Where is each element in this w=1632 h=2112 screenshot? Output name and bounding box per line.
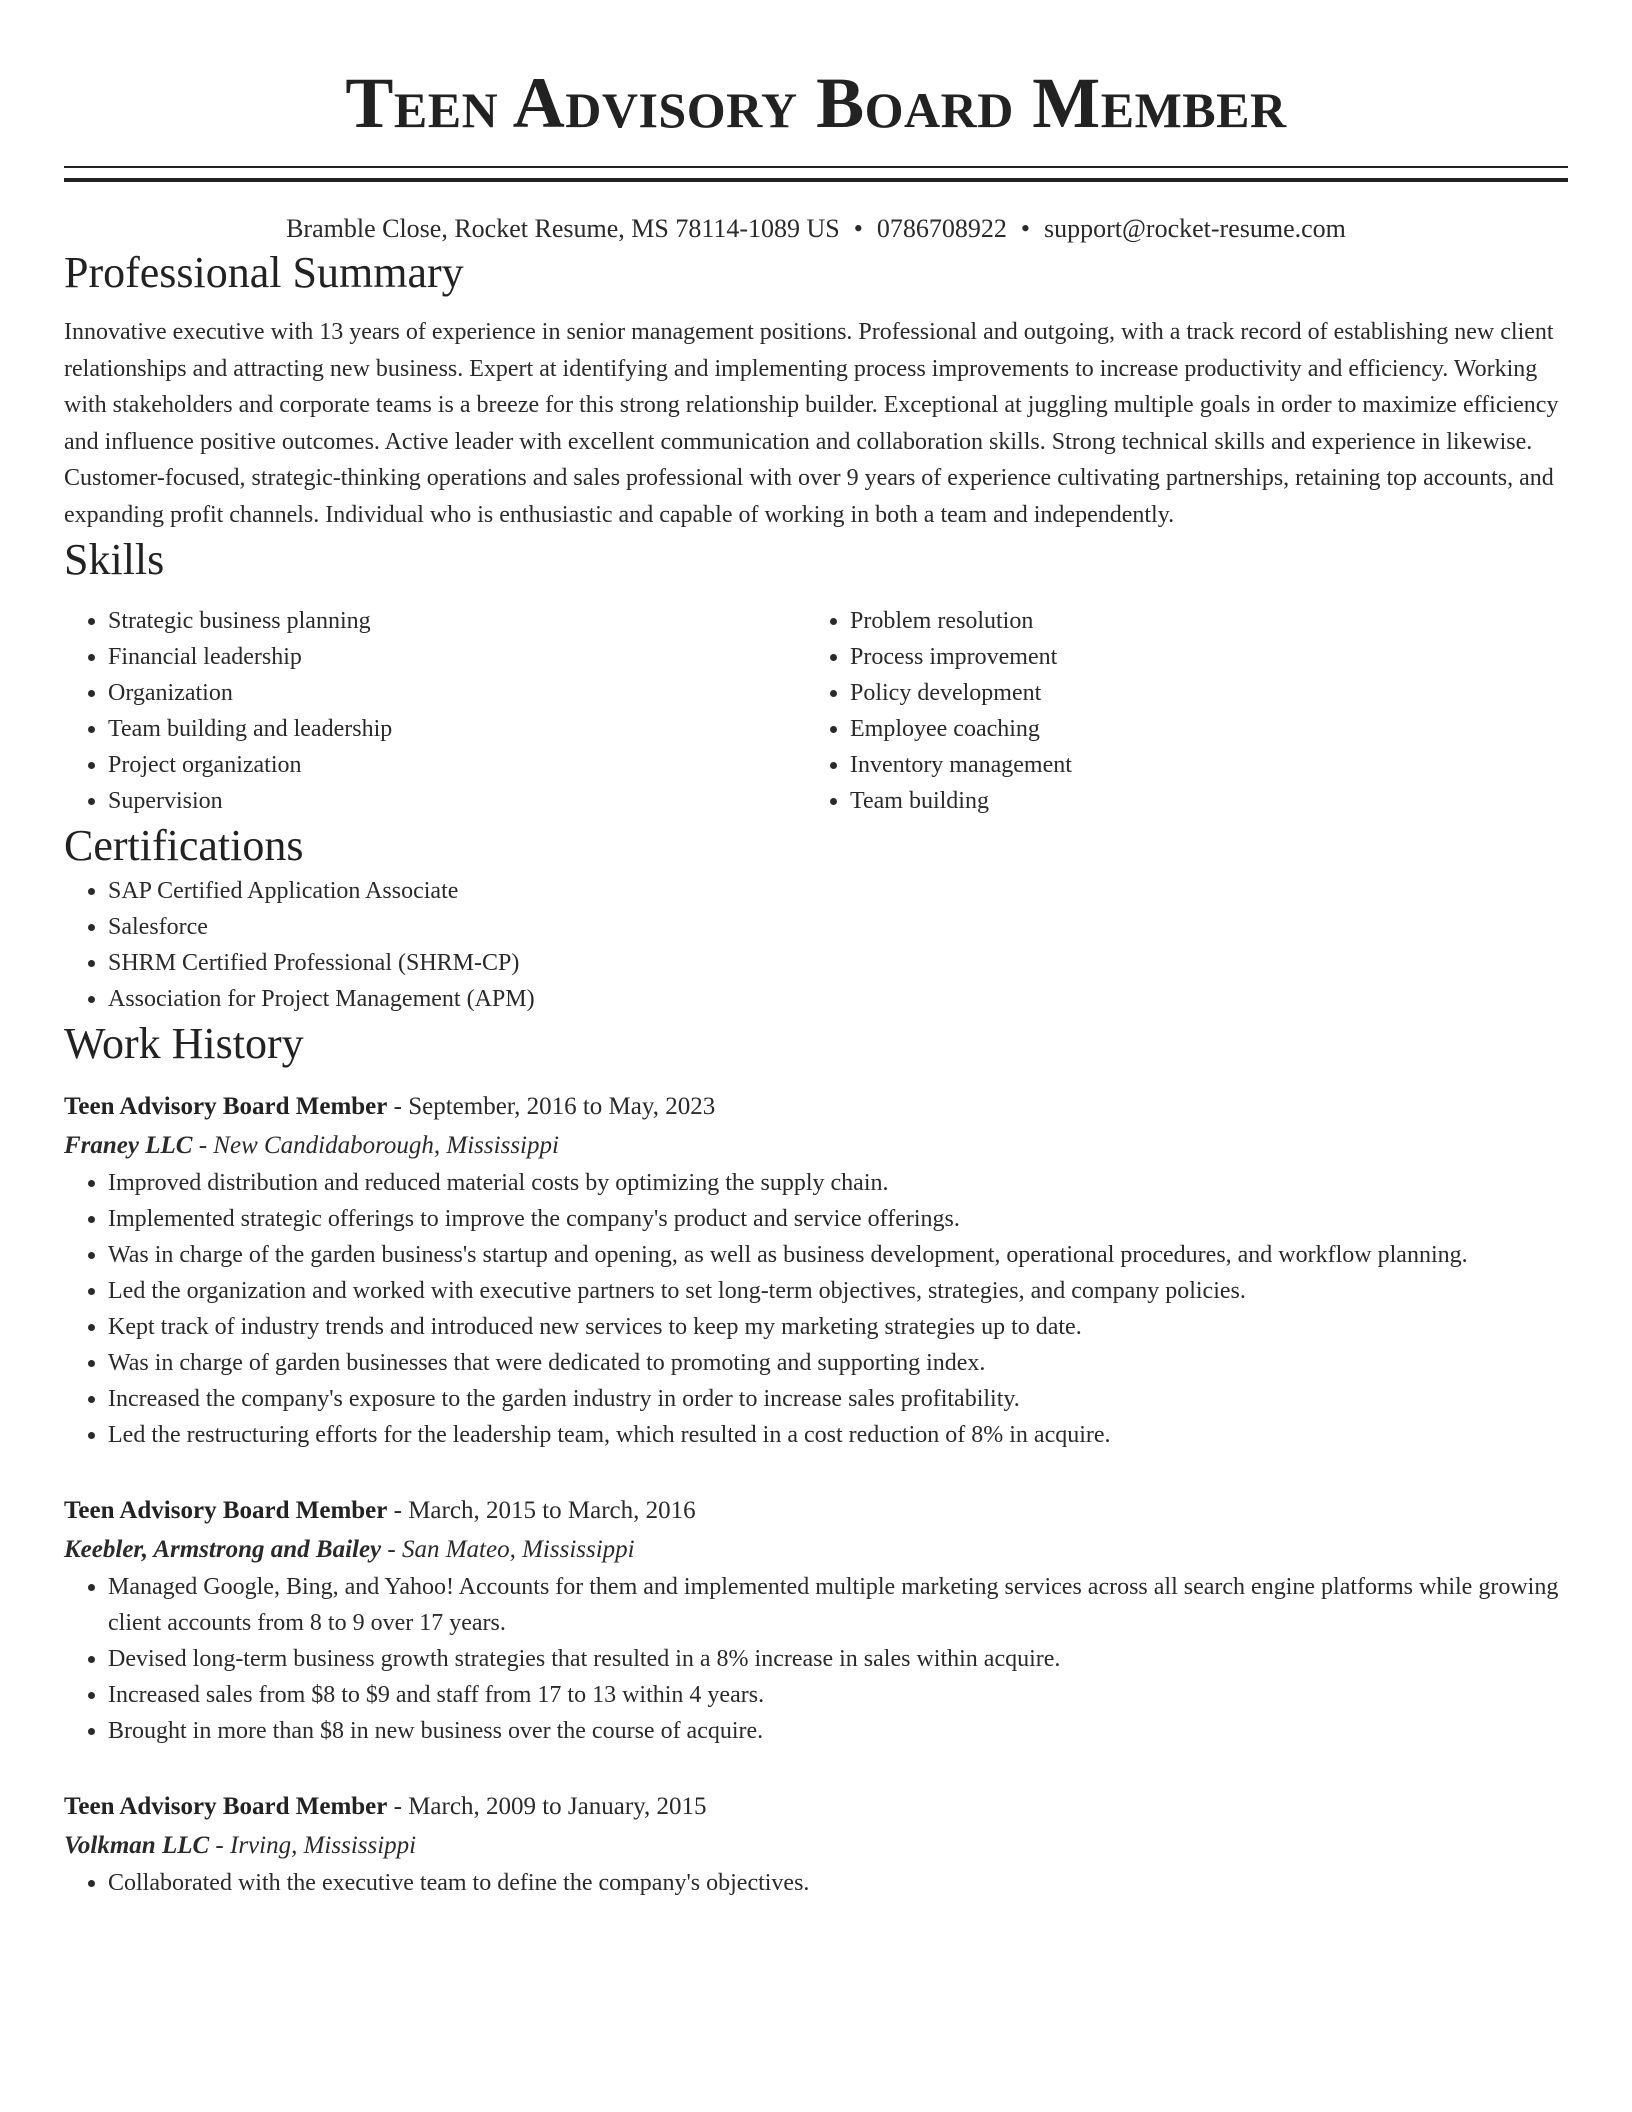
job-duty: • Increased the company's exposure to the garden industry in order to increase sales profitability. [108, 1381, 1568, 1417]
certification-item: • SAP Certified Application Associate [108, 873, 1568, 909]
job-company-line: Franey LLC - New Candidaborough, Mississippi [64, 1132, 559, 1159]
resume-page [64, 0, 1568, 1901]
job-duty: • Devised long-term business growth strategies that resulted in a 8% increase in sales within acquire. [108, 1641, 1568, 1677]
work-history-heading: Work History [64, 1019, 304, 1068]
job-role: Teen Advisory Board Member [64, 1497, 388, 1524]
skill-item: • Employee coaching [850, 711, 1548, 747]
job-location: New Candidaborough, Mississippi [213, 1132, 559, 1159]
job-duty: • Was in charge of the garden business's startup and opening, as well as business development, operational procedures, and workflow planning. [108, 1237, 1568, 1273]
job-duty: • Was in charge of garden businesses that were dedicated to promoting and supporting index. [108, 1345, 1568, 1381]
title-divider [64, 166, 1568, 182]
job-entry [64, 1491, 1568, 1749]
skill-item: • Strategic business planning [108, 603, 806, 639]
job-duty: • Implemented strategic offerings to improve the company's product and service offerings. [108, 1201, 1568, 1237]
contact-email: support@rocket-resume.com [1043, 214, 1346, 243]
job-entry [64, 1087, 1568, 1453]
skill-item: • Team building and leadership [108, 711, 806, 747]
certification-item: • Association for Project Management (APM) [108, 981, 1568, 1017]
job-duty: • Improved distribution and reduced material costs by optimizing the supply chain. [108, 1165, 1568, 1201]
skill-item: • Financial leadership [108, 639, 806, 675]
contact-address: Bramble Close, Rocket Resume, MS 78114-1089 US [286, 214, 840, 243]
job-duty: • Managed Google, Bing, and Yahoo! Accounts for them and implemented multiple marketing services across all search engine platforms while growing client accounts from 8 to 9 over 17 years. [108, 1569, 1568, 1641]
skill-item: • Policy development [850, 675, 1548, 711]
job-duty: • Led the organization and worked with executive partners to set long-term objectives, strategies, and company policies. [108, 1273, 1568, 1309]
contact-line [64, 212, 1568, 246]
skills-column-right [806, 603, 1548, 819]
job-company: Volkman LLC [64, 1832, 210, 1859]
summary-heading: Professional Summary [64, 248, 464, 297]
job-duty: • Led the restructuring efforts for the leadership team, which resulted in a cost reduction of 8% in acquire. [108, 1417, 1568, 1453]
job-header: Teen Advisory Board Member - March, 2009 to January, 2015 [64, 1793, 707, 1820]
job-dates: March, 2015 to March, 2016 [408, 1497, 696, 1524]
skills-list-right [806, 603, 1548, 819]
contact-separator: • [1020, 214, 1030, 243]
job-role: Teen Advisory Board Member [64, 1093, 388, 1120]
certifications-list [64, 873, 1568, 1017]
contact-separator: • [853, 214, 863, 243]
resume-title: Teen Advisory Board Member [345, 63, 1287, 143]
summary-text: Innovative executive with 13 years of experience in senior management positions. Professional and outgoing, with a track record of establishing new client relationships and attracting new business. Expert at identifying and implementing process improvements to increase productivity and efficiency. Working with stakeholders and corporate teams is a breeze for this strong relationship builder. Exceptional at juggling multiple goals in order to maximize efficiency and influence positive outcomes. Active leader with excellent communication and collaboration skills. Strong technical skills and experience in likewise. Customer-focused, strategic-thinking operations and sales professional with over 9 years of experience cultivating partnerships, retaining top accounts, and expanding profit channels. Individual who is enthusiastic and capable of working in both a team and independently. [64, 319, 1559, 528]
job-location: San Mateo, Mississippi [401, 1536, 635, 1563]
job-role: Teen Advisory Board Member [64, 1793, 388, 1820]
job-company-line: Keebler, Armstrong and Bailey - San Mateo, Mississippi [64, 1536, 635, 1563]
job-entry [64, 1787, 1568, 1901]
skill-item: • Process improvement [850, 639, 1548, 675]
job-duties-list [64, 1165, 1568, 1453]
job-dates: September, 2016 to May, 2023 [408, 1093, 716, 1120]
skill-item: • Project organization [108, 747, 806, 783]
skills-list-left [64, 603, 806, 819]
job-header: Teen Advisory Board Member - March, 2015 to March, 2016 [64, 1497, 696, 1524]
contact-phone: 0786708922 [876, 214, 1007, 243]
job-company: Keebler, Armstrong and Bailey [64, 1536, 382, 1563]
job-duties-list [64, 1569, 1568, 1749]
skill-item: • Organization [108, 675, 806, 711]
job-dates: March, 2009 to January, 2015 [408, 1793, 707, 1820]
job-header: Teen Advisory Board Member - September, 2016 to May, 2023 [64, 1093, 716, 1120]
skills-column-left [64, 603, 806, 819]
job-company-line: Volkman LLC - Irving, Mississippi [64, 1832, 417, 1859]
job-location: Irving, Mississippi [230, 1832, 417, 1859]
job-duty: • Collaborated with the executive team to define the company's objectives. [108, 1865, 1568, 1901]
skill-item: • Supervision [108, 783, 806, 819]
certifications-heading: Certifications [64, 821, 304, 870]
job-duty: • Increased sales from $8 to $9 and staff from 17 to 13 within 4 years. [108, 1677, 1568, 1713]
certification-item: • SHRM Certified Professional (SHRM-CP) [108, 945, 1568, 981]
skills-heading: Skills [64, 535, 165, 584]
skill-item: • Team building [850, 783, 1548, 819]
job-company: Franey LLC [64, 1132, 193, 1159]
certification-item: • Salesforce [108, 909, 1568, 945]
skills-grid [64, 603, 1568, 819]
skill-item: • Problem resolution [850, 603, 1548, 639]
job-duty: • Kept track of industry trends and introduced new services to keep my marketing strategies up to date. [108, 1309, 1568, 1345]
skill-item: • Inventory management [850, 747, 1548, 783]
job-duty: • Brought in more than $8 in new business over the course of acquire. [108, 1713, 1568, 1749]
job-duties-list [64, 1865, 1568, 1901]
